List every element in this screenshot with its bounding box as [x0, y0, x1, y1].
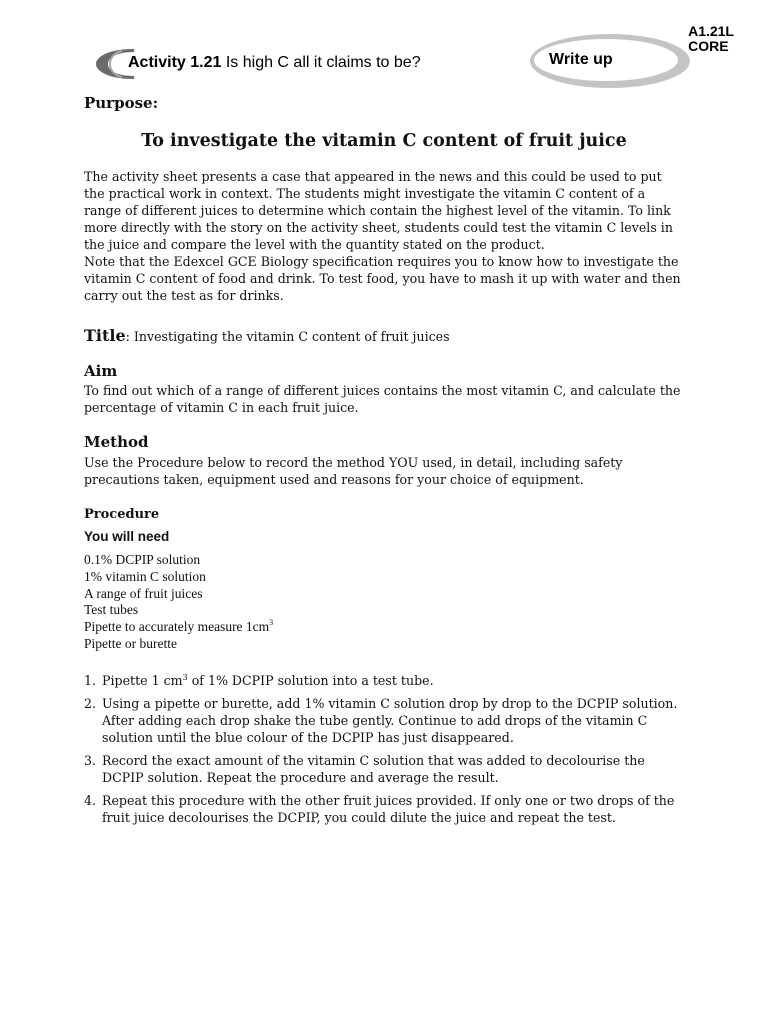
step-text-pre: Pipette 1 cm: [102, 673, 183, 688]
procedure-step: [84, 672, 684, 689]
activity-question: Is high C all it claims to be?: [225, 54, 421, 71]
aim-heading: Aim: [84, 362, 118, 380]
step-number: 1.: [84, 673, 97, 688]
step-text: Record the exact amount of the vitamin C solution that was added to decolourise the DCPIP solution. Repeat the procedure and average the result.: [102, 753, 645, 785]
intro-paragraph-2: Note that the Edexcel GCE Biology specification requires you to know how to investigate the vitamin C content of food and drink. To test food, you have to mash it up with water and then carry out the test as for drinks.: [84, 254, 681, 303]
equipment-item: A range of fruit juices: [84, 585, 203, 601]
equipment-item-text: Pipette to accurately measure 1cm: [84, 619, 270, 635]
step-number: 4.: [84, 793, 97, 808]
intro-text: [84, 168, 684, 304]
purpose-label: Purpose:: [84, 94, 159, 112]
procedure-steps: [84, 672, 684, 832]
writeup-label: Write up: [549, 51, 613, 68]
step-number: 3.: [84, 753, 97, 768]
equipment-item: Pipette or burette: [84, 635, 177, 651]
procedure-step: [84, 792, 684, 826]
equipment-item-superscript: 3: [269, 618, 274, 628]
equipment-list: [84, 552, 273, 653]
equipment-item: Test tubes: [84, 602, 139, 618]
equipment-item: 1% vitamin C solution: [84, 568, 206, 584]
document-code-line2: CORE: [688, 38, 729, 54]
title-text: : Investigating the vitamin C content of fruit juices: [125, 329, 450, 344]
step-number: 2.: [84, 696, 97, 711]
step-superscript: 3: [182, 673, 188, 682]
step-text: Repeat this procedure with the other fruit juices provided. If only one or two drops of the fruit juice decolourises the DCPIP, you could dilute the juice and repeat the test.: [102, 793, 675, 825]
aim-text: To find out which of a range of different juices contains the most vitamin C, and calculate the percentage of vitamin C in each fruit juice.: [84, 383, 681, 415]
intro-paragraph-1: The activity sheet presents a case that appeared in the news and this could be used to put the practical work in context. The students might investigate the vitamin C content of a range of different juices to determine which contain the highest level of the vitamin. To link more directly with the story on the activity sheet, students could test the vitamin C levels in the juice and compare the level with the quantity stated on the product.: [84, 169, 673, 252]
procedure-step: [84, 752, 684, 786]
equipment-item: [84, 619, 273, 636]
method-text: Use the Procedure below to record the method YOU used, in detail, including safety precautions taken, equipment used and reasons for your choice of equipment.: [84, 455, 623, 487]
method-heading: Method: [84, 433, 149, 451]
procedure-step: [84, 695, 684, 746]
activity-label: Activity 1.21: [128, 54, 222, 71]
you-will-need-heading: You will need: [84, 529, 170, 544]
document-code-line1: A1.21L: [688, 23, 734, 39]
title-section: [84, 326, 450, 345]
equipment-item: 0.1% DCPIP solution: [84, 552, 201, 567]
page-title: To investigate the vitamin C content of fruit juice: [141, 131, 627, 151]
title-label: Title: [84, 326, 126, 345]
document-code: [688, 24, 734, 54]
procedure-heading: Procedure: [84, 507, 160, 522]
activity-banner: [94, 47, 454, 81]
step-text-post: of 1% DCPIP solution into a test tube.: [187, 673, 434, 688]
activity-heading: [128, 54, 421, 72]
step-text: Using a pipette or burette, add 1% vitamin C solution drop by drop to the DCPIP solution. After adding each drop shake the tube gently. Continue to add drops of the vitamin C solution until the blue colour of the DCPIP has just disappeared.: [102, 696, 678, 745]
